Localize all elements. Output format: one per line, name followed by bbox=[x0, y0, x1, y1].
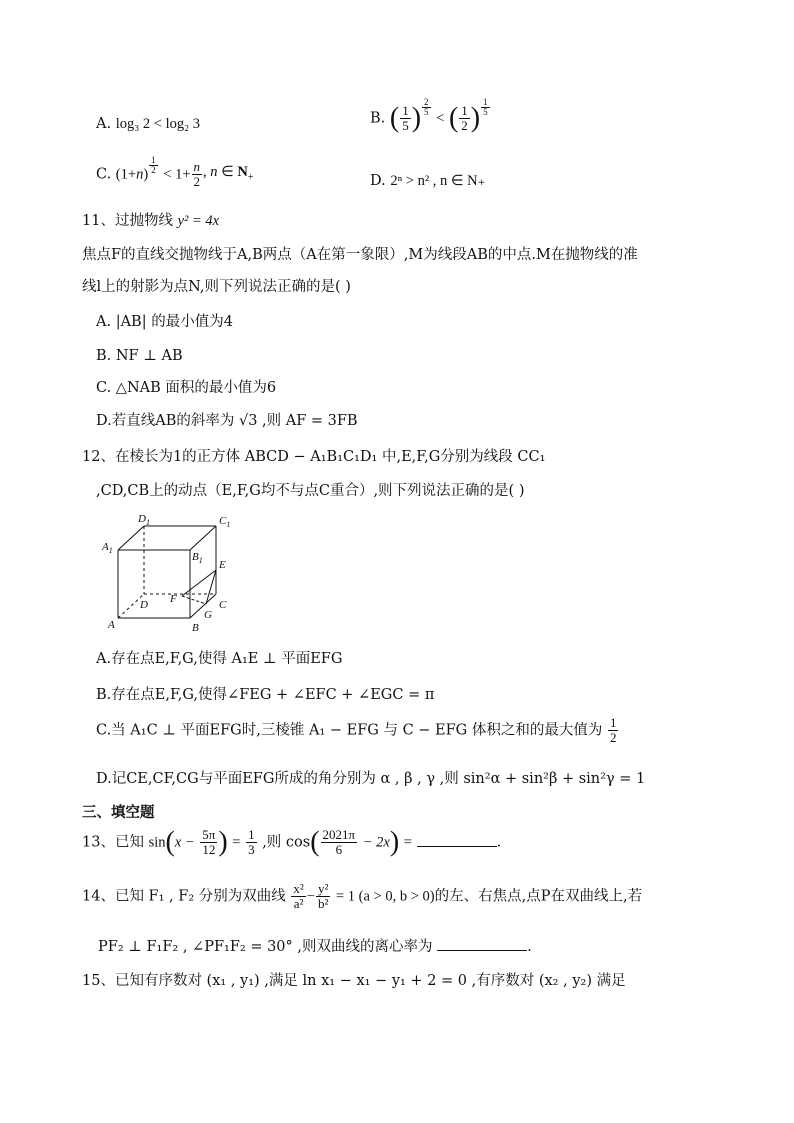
q10-b-frac1: $\frac{1}{5}$ bbox=[402, 103, 409, 133]
q11-stem-line3: 线l上的射影为点N,则下列说法正确的是( ) bbox=[82, 279, 351, 295]
section-title: 三、填空题 bbox=[82, 805, 155, 821]
q14-end: . bbox=[527, 939, 532, 955]
q11-stem-line2: 焦点F的直线交抛物线于A,B两点（A在第一象限）,M为线段AB的中点.M在抛物线的准 bbox=[82, 247, 638, 263]
label-g: G bbox=[204, 609, 212, 621]
q13-frac1: $\frac{5\pi}{12}$ bbox=[202, 827, 216, 857]
q13-end: . bbox=[496, 834, 502, 851]
cube-figure bbox=[100, 510, 240, 635]
q10-option-a-expr: log₃ 2 < log₂ 3 bbox=[115, 116, 201, 132]
q11-stem-expr: y² = 4x bbox=[177, 213, 220, 229]
q11-stem-text: 11、过抛物线 bbox=[82, 213, 173, 229]
q10-option-c: C. (1+n) $\frac{1}{2}$ < 1+ $\frac{n}{2}$ , n ∈ $N_+$ bbox=[96, 155, 254, 189]
q14-frac-x: $\frac{\text{x²}}{\text{a²}}$ bbox=[293, 881, 304, 911]
q13-pre: 13、已知 bbox=[82, 834, 144, 851]
label-e: E bbox=[219, 559, 226, 571]
q11-option-a: A. |AB| 的最小值为4 bbox=[96, 314, 233, 330]
q12-stem-line2: ,CD,CB上的动点（E,F,G均不与点C重合）,则下列说法正确的是( ) bbox=[96, 483, 525, 499]
q10-option-d-expr: 2ⁿ > n² , n ∈ N₊ bbox=[390, 173, 486, 189]
q14-line2-text: PF₂ ⊥ F₁F₂ , ∠PF₁F₂ = 30° ,则双曲线的离心率为 bbox=[98, 939, 433, 955]
q14-post: 的左、右焦点,点P在双曲线上,若 bbox=[434, 888, 643, 905]
q13-cos: ,则 cos bbox=[262, 834, 311, 851]
q14-line2 bbox=[98, 936, 532, 958]
q14-frac-y: $\frac{\text{y²}}{\text{b²}}$ bbox=[317, 881, 329, 911]
q13-sin: sin bbox=[148, 834, 166, 851]
q12-option-c bbox=[96, 716, 619, 756]
q14-pre: 14、已知 F₁ , F₂ 分别为双曲线 bbox=[82, 888, 286, 905]
q13: 13、已知 sin(x − $\frac{5\pi}{12}$ ) = $\frac{1}{3}$ ,则 cos( $\frac{2021\pi}{6}$ − 2x) = . bbox=[82, 826, 502, 858]
q11-option-c: C. △NAB 面积的最小值为6 bbox=[96, 380, 277, 396]
label-c: C bbox=[219, 599, 227, 611]
q11-option-b: B. NF ⊥ AB bbox=[96, 348, 183, 364]
q12-option-a: A.存在点E,F,G,使得 A₁E ⊥ 平面EFG bbox=[96, 651, 343, 667]
q12-option-c-frac: $\frac{1}{2}$ bbox=[609, 715, 617, 745]
q15-stem: 15、已知有序数对 (x₁ , y₁) ,满足 ln x₁ − x₁ − y₁ + 2 = 0 ,有序数对 (x₂ , y₂) 满足 bbox=[82, 973, 626, 989]
q11-option-d: D.若直线AB的斜率为 √3 ,则 AF = 3FB bbox=[96, 413, 358, 429]
q12-stem-line1: 12、在棱长为1的正方体 ABCD − A₁B₁C₁D₁ 中,E,F,G分别为线段 CC₁ bbox=[82, 449, 546, 465]
label-c1: $C_1$ bbox=[219, 515, 231, 529]
label-b: B bbox=[192, 622, 199, 634]
q14-answer-blank[interactable] bbox=[437, 949, 527, 951]
q11-stem-line1 bbox=[82, 210, 219, 232]
q13-answer-blank[interactable] bbox=[417, 845, 497, 847]
q12-option-b: B.存在点E,F,G,使得∠FEG + ∠EFC + ∠EGC = π bbox=[96, 687, 435, 703]
q13-frac3: $\frac{2021\pi}{6}$ bbox=[322, 827, 356, 857]
label-f: F bbox=[170, 593, 177, 605]
label-b1: $B_1$ bbox=[192, 551, 203, 565]
q13-frac2: $\frac{1}{3}$ bbox=[248, 827, 255, 857]
q10-option-a-label: A. bbox=[96, 116, 112, 132]
q14-cond: = 1 (a > 0, b > 0) bbox=[335, 888, 435, 905]
q14-line1: 14、已知 F₁ , F₂ 分别为双曲线 $\frac{\text{x²}}{\text{a²}}$ − $\frac{\text{y²}}{\text{b²}}$ = 1 (a > 0, b > 0)的左、右焦点,点P在双曲线上,若 bbox=[82, 881, 643, 911]
q10-option-d bbox=[370, 170, 485, 192]
q13-x-minus: x − bbox=[174, 834, 195, 851]
q12-option-d: D.记CE,CF,CG与平面EFG所成的角分别为 α , β , γ ,则 sin²α + sin²β + sin²γ = 1 bbox=[96, 771, 646, 787]
q10-option-b: B. ( $\frac{1}{5}$ ) $\frac{2}{5}$ < ( $\frac{1}{2}$ ) $\frac{1}{5}$ bbox=[370, 97, 488, 134]
q13-eq: = bbox=[232, 834, 241, 851]
q10-option-c-label: C. bbox=[96, 166, 112, 183]
q10-option-d-label: D. bbox=[370, 173, 386, 189]
label-d: D bbox=[140, 599, 148, 611]
q13-minus-2x: − 2x bbox=[362, 834, 390, 851]
q10-option-a bbox=[96, 113, 200, 135]
label-a: A bbox=[108, 619, 115, 631]
q10-b-frac2: $\frac{1}{2}$ bbox=[461, 103, 468, 133]
label-a1: $A_1$ bbox=[102, 541, 113, 555]
q12-option-c-text: C.当 A₁C ⊥ 平面EFG时,三棱锥 A₁ − EFG 与 C − EFG 体积之和的最大值为 bbox=[96, 722, 603, 739]
q10-option-b-label: B. bbox=[370, 110, 386, 127]
label-d1: $D_1$ bbox=[138, 513, 150, 527]
q13-eq2: = bbox=[403, 834, 412, 851]
